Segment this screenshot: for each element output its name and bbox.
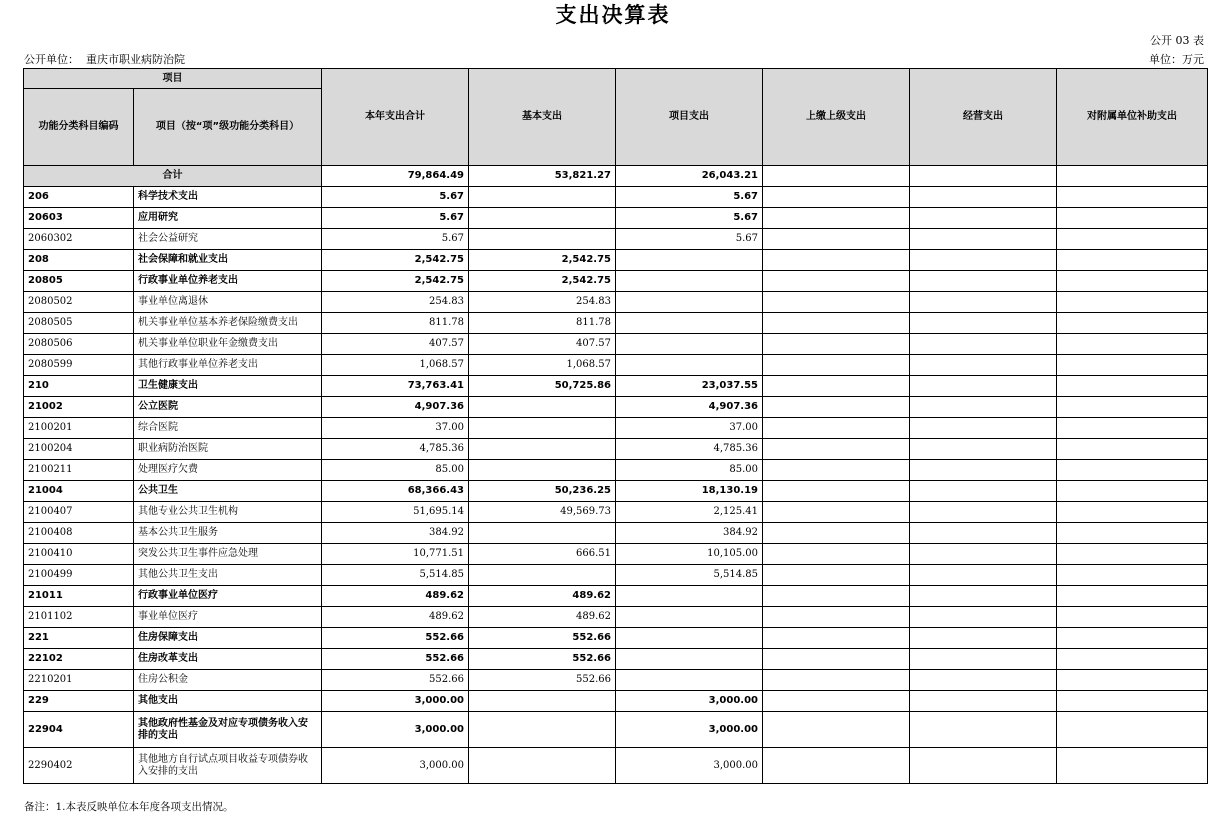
row-upper — [763, 565, 910, 586]
row-code: 208 — [24, 250, 134, 271]
row-total: 552.66 — [322, 649, 469, 670]
row-upper — [763, 376, 910, 397]
row-code: 229 — [24, 691, 134, 712]
row-business — [910, 271, 1057, 292]
row-name: 其他行政事业单位养老支出 — [134, 355, 322, 376]
table-row — [24, 523, 1208, 544]
row-basic: 1,068.57 — [469, 355, 616, 376]
row-upper — [763, 523, 910, 544]
row-business — [910, 502, 1057, 523]
row-business — [910, 397, 1057, 418]
row-code: 21011 — [24, 586, 134, 607]
row-business — [910, 565, 1057, 586]
row-item: 5.67 — [616, 229, 763, 250]
row-name: 卫生健康支出 — [134, 376, 322, 397]
row-basic: 50,725.86 — [469, 376, 616, 397]
row-basic: 811.78 — [469, 313, 616, 334]
row-name: 突发公共卫生事件应急处理 — [134, 544, 322, 565]
row-subsidy — [1057, 544, 1208, 565]
row-code: 221 — [24, 628, 134, 649]
row-business — [910, 334, 1057, 355]
row-upper — [763, 334, 910, 355]
row-total: 811.78 — [322, 313, 469, 334]
row-total: 2,542.75 — [322, 271, 469, 292]
table-row — [24, 229, 1208, 250]
row-item: 4,907.36 — [616, 397, 763, 418]
row-subsidy — [1057, 313, 1208, 334]
row-name: 住房公积金 — [134, 670, 322, 691]
row-subsidy — [1057, 208, 1208, 229]
table-row — [24, 397, 1208, 418]
row-business — [910, 607, 1057, 628]
row-total: 51,695.14 — [322, 502, 469, 523]
row-subsidy — [1057, 481, 1208, 502]
row-subsidy — [1057, 376, 1208, 397]
row-name: 其他地方自行试点项目收益专项债券收入安排的支出 — [134, 748, 322, 784]
row-business — [910, 292, 1057, 313]
row-code: 22102 — [24, 649, 134, 670]
row-item: 3,000.00 — [616, 712, 763, 748]
row-item: 2,125.41 — [616, 502, 763, 523]
row-upper — [763, 271, 910, 292]
row-basic: 552.66 — [469, 670, 616, 691]
row-business — [910, 250, 1057, 271]
table-row — [24, 748, 1208, 784]
row-upper — [763, 439, 910, 460]
row-name: 职业病防治医院 — [134, 439, 322, 460]
row-subsidy — [1057, 292, 1208, 313]
row-code: 206 — [24, 187, 134, 208]
table-row — [24, 712, 1208, 748]
row-code: 2060302 — [24, 229, 134, 250]
row-total: 4,785.36 — [322, 439, 469, 460]
row-upper — [763, 649, 910, 670]
row-basic — [469, 748, 616, 784]
row-upper — [763, 292, 910, 313]
row-total: 37.00 — [322, 418, 469, 439]
row-total: 552.66 — [322, 628, 469, 649]
table-row — [24, 271, 1208, 292]
footnote: 备注：1.本表反映单位本年度各项支出情况。 — [24, 801, 234, 813]
row-subsidy — [1057, 271, 1208, 292]
row-name: 其他支出 — [134, 691, 322, 712]
row-business — [910, 460, 1057, 481]
row-name: 住房保障支出 — [134, 628, 322, 649]
row-total: 3,000.00 — [322, 748, 469, 784]
row-upper — [763, 481, 910, 502]
row-basic: 407.57 — [469, 334, 616, 355]
row-upper — [763, 544, 910, 565]
row-business — [910, 748, 1057, 784]
row-item: 5.67 — [616, 208, 763, 229]
row-name: 公共卫生 — [134, 481, 322, 502]
row-code: 2100201 — [24, 418, 134, 439]
org-label: 公开单位： — [24, 53, 79, 66]
header-name: 项目（按“项”级功能分类科目） — [134, 89, 322, 166]
row-subsidy — [1057, 460, 1208, 481]
row-subsidy — [1057, 187, 1208, 208]
row-business — [910, 229, 1057, 250]
row-upper — [763, 229, 910, 250]
row-item: 4,785.36 — [616, 439, 763, 460]
row-business — [910, 439, 1057, 460]
row-business — [910, 208, 1057, 229]
row-basic — [469, 208, 616, 229]
table-row — [24, 565, 1208, 586]
table-row — [24, 670, 1208, 691]
row-total: 3,000.00 — [322, 712, 469, 748]
row-item — [616, 649, 763, 670]
row-name: 行政事业单位养老支出 — [134, 271, 322, 292]
header-business: 经营支出 — [910, 69, 1057, 166]
row-item — [616, 607, 763, 628]
row-business — [910, 313, 1057, 334]
row-subsidy — [1057, 439, 1208, 460]
row-basic — [469, 187, 616, 208]
total-amount: 79,864.49 — [322, 166, 469, 187]
row-business — [910, 649, 1057, 670]
total-business — [910, 166, 1057, 187]
row-total: 10,771.51 — [322, 544, 469, 565]
row-code: 22904 — [24, 712, 134, 748]
row-name: 科学技术支出 — [134, 187, 322, 208]
row-code: 2100204 — [24, 439, 134, 460]
row-item — [616, 355, 763, 376]
row-item — [616, 271, 763, 292]
row-upper — [763, 355, 910, 376]
row-total: 384.92 — [322, 523, 469, 544]
row-total: 85.00 — [322, 460, 469, 481]
row-code: 21002 — [24, 397, 134, 418]
header-total: 本年支出合计 — [322, 69, 469, 166]
row-code: 2080506 — [24, 334, 134, 355]
row-subsidy — [1057, 607, 1208, 628]
row-name: 基本公共卫生服务 — [134, 523, 322, 544]
unit-label: 单位：万元 — [1149, 53, 1204, 66]
row-name: 社会保障和就业支出 — [134, 250, 322, 271]
row-upper — [763, 418, 910, 439]
row-business — [910, 544, 1057, 565]
row-item: 37.00 — [616, 418, 763, 439]
table-row — [24, 355, 1208, 376]
row-item — [616, 628, 763, 649]
row-basic — [469, 565, 616, 586]
row-name: 事业单位医疗 — [134, 607, 322, 628]
row-business — [910, 670, 1057, 691]
row-item: 18,130.19 — [616, 481, 763, 502]
row-name: 机关事业单位基本养老保险缴费支出 — [134, 313, 322, 334]
table-row — [24, 208, 1208, 229]
row-basic — [469, 418, 616, 439]
row-subsidy — [1057, 397, 1208, 418]
row-upper — [763, 712, 910, 748]
header-basic: 基本支出 — [469, 69, 616, 166]
header-subsidy: 对附属单位补助支出 — [1057, 69, 1208, 166]
row-upper — [763, 208, 910, 229]
row-total: 5,514.85 — [322, 565, 469, 586]
row-upper — [763, 748, 910, 784]
row-basic — [469, 523, 616, 544]
table-row — [24, 334, 1208, 355]
row-subsidy — [1057, 628, 1208, 649]
row-business — [910, 418, 1057, 439]
row-code: 210 — [24, 376, 134, 397]
row-basic: 50,236.25 — [469, 481, 616, 502]
row-upper — [763, 607, 910, 628]
form-number: 公开 03 表 — [1150, 34, 1204, 47]
row-subsidy — [1057, 712, 1208, 748]
row-name: 住房改革支出 — [134, 649, 322, 670]
header-upper: 上缴上级支出 — [763, 69, 910, 166]
row-subsidy — [1057, 691, 1208, 712]
row-total: 4,907.36 — [322, 397, 469, 418]
row-item: 10,105.00 — [616, 544, 763, 565]
page-title: 支出决算表 — [555, 3, 671, 27]
table-row — [24, 460, 1208, 481]
row-business — [910, 691, 1057, 712]
row-code: 2080502 — [24, 292, 134, 313]
row-total: 3,000.00 — [322, 691, 469, 712]
row-total: 5.67 — [322, 229, 469, 250]
row-subsidy — [1057, 523, 1208, 544]
row-total: 552.66 — [322, 670, 469, 691]
row-name: 机关事业单位职业年金缴费支出 — [134, 334, 322, 355]
row-total: 2,542.75 — [322, 250, 469, 271]
row-basic: 254.83 — [469, 292, 616, 313]
row-name: 其他公共卫生支出 — [134, 565, 322, 586]
row-code: 2210201 — [24, 670, 134, 691]
row-upper — [763, 502, 910, 523]
row-name: 其他专业公共卫生机构 — [134, 502, 322, 523]
row-total: 73,763.41 — [322, 376, 469, 397]
organization-line — [24, 53, 185, 67]
row-business — [910, 481, 1057, 502]
row-subsidy — [1057, 649, 1208, 670]
row-item: 384.92 — [616, 523, 763, 544]
total-upper — [763, 166, 910, 187]
row-total: 5.67 — [322, 187, 469, 208]
header-item: 项目支出 — [616, 69, 763, 166]
row-basic: 552.66 — [469, 649, 616, 670]
row-basic — [469, 712, 616, 748]
row-upper — [763, 628, 910, 649]
table-row — [24, 292, 1208, 313]
row-basic: 489.62 — [469, 586, 616, 607]
table-row — [24, 628, 1208, 649]
row-subsidy — [1057, 334, 1208, 355]
row-code: 2080599 — [24, 355, 134, 376]
row-total: 68,366.43 — [322, 481, 469, 502]
row-business — [910, 187, 1057, 208]
table-row — [24, 481, 1208, 502]
row-upper — [763, 187, 910, 208]
row-item — [616, 334, 763, 355]
table-row — [24, 544, 1208, 565]
row-code: 2100407 — [24, 502, 134, 523]
table-row — [24, 250, 1208, 271]
row-name: 社会公益研究 — [134, 229, 322, 250]
row-total: 1,068.57 — [322, 355, 469, 376]
row-code: 2290402 — [24, 748, 134, 784]
table-row — [24, 649, 1208, 670]
row-upper — [763, 670, 910, 691]
row-basic: 552.66 — [469, 628, 616, 649]
row-name: 应用研究 — [134, 208, 322, 229]
row-upper — [763, 397, 910, 418]
row-item: 3,000.00 — [616, 691, 763, 712]
row-name: 其他政府性基金及对应专项债务收入安排的支出 — [134, 712, 322, 748]
row-basic: 49,569.73 — [469, 502, 616, 523]
table-row — [24, 586, 1208, 607]
table-row — [24, 607, 1208, 628]
row-business — [910, 376, 1057, 397]
row-item — [616, 670, 763, 691]
row-upper — [763, 586, 910, 607]
row-name: 事业单位离退休 — [134, 292, 322, 313]
row-item: 3,000.00 — [616, 748, 763, 784]
row-subsidy — [1057, 748, 1208, 784]
row-item: 23,037.55 — [616, 376, 763, 397]
table-row — [24, 502, 1208, 523]
table-row — [24, 376, 1208, 397]
row-basic — [469, 439, 616, 460]
row-upper — [763, 250, 910, 271]
total-label: 合计 — [24, 166, 322, 187]
row-upper — [763, 691, 910, 712]
row-code: 2100499 — [24, 565, 134, 586]
table-row — [24, 691, 1208, 712]
row-name: 公立医院 — [134, 397, 322, 418]
row-item: 5,514.85 — [616, 565, 763, 586]
row-code: 2080505 — [24, 313, 134, 334]
table-body — [24, 166, 1208, 784]
table-row — [24, 187, 1208, 208]
table-row — [24, 439, 1208, 460]
row-business — [910, 712, 1057, 748]
total-basic: 53,821.27 — [469, 166, 616, 187]
row-subsidy — [1057, 418, 1208, 439]
row-code: 2100410 — [24, 544, 134, 565]
row-business — [910, 586, 1057, 607]
row-code: 2101102 — [24, 607, 134, 628]
row-total: 489.62 — [322, 586, 469, 607]
row-total: 5.67 — [322, 208, 469, 229]
row-subsidy — [1057, 670, 1208, 691]
row-subsidy — [1057, 565, 1208, 586]
row-basic: 666.51 — [469, 544, 616, 565]
row-subsidy — [1057, 229, 1208, 250]
row-subsidy — [1057, 502, 1208, 523]
row-name: 行政事业单位医疗 — [134, 586, 322, 607]
table-row — [24, 418, 1208, 439]
row-item — [616, 250, 763, 271]
row-basic: 2,542.75 — [469, 250, 616, 271]
row-name: 处理医疗欠费 — [134, 460, 322, 481]
row-subsidy — [1057, 250, 1208, 271]
row-code: 2100408 — [24, 523, 134, 544]
row-item — [616, 313, 763, 334]
row-code: 2100211 — [24, 460, 134, 481]
table-row — [24, 313, 1208, 334]
total-subsidy — [1057, 166, 1208, 187]
row-code: 21004 — [24, 481, 134, 502]
header-project: 项目 — [24, 69, 322, 89]
row-code: 20805 — [24, 271, 134, 292]
row-item: 5.67 — [616, 187, 763, 208]
row-basic: 489.62 — [469, 607, 616, 628]
row-business — [910, 628, 1057, 649]
row-business — [910, 523, 1057, 544]
row-basic — [469, 691, 616, 712]
row-name: 综合医院 — [134, 418, 322, 439]
row-code: 20603 — [24, 208, 134, 229]
row-item — [616, 586, 763, 607]
total-item: 26,043.21 — [616, 166, 763, 187]
total-row — [24, 166, 1208, 187]
org-name: 重庆市职业病防治院 — [86, 53, 185, 66]
row-business — [910, 355, 1057, 376]
row-upper — [763, 460, 910, 481]
row-basic — [469, 397, 616, 418]
row-total: 254.83 — [322, 292, 469, 313]
row-subsidy — [1057, 355, 1208, 376]
row-total: 407.57 — [322, 334, 469, 355]
row-total: 489.62 — [322, 607, 469, 628]
row-basic: 2,542.75 — [469, 271, 616, 292]
row-subsidy — [1057, 586, 1208, 607]
row-item — [616, 292, 763, 313]
header-code: 功能分类科目编码 — [24, 89, 134, 166]
row-upper — [763, 313, 910, 334]
expenditure-table — [23, 68, 1208, 784]
row-item: 85.00 — [616, 460, 763, 481]
row-basic — [469, 460, 616, 481]
row-basic — [469, 229, 616, 250]
